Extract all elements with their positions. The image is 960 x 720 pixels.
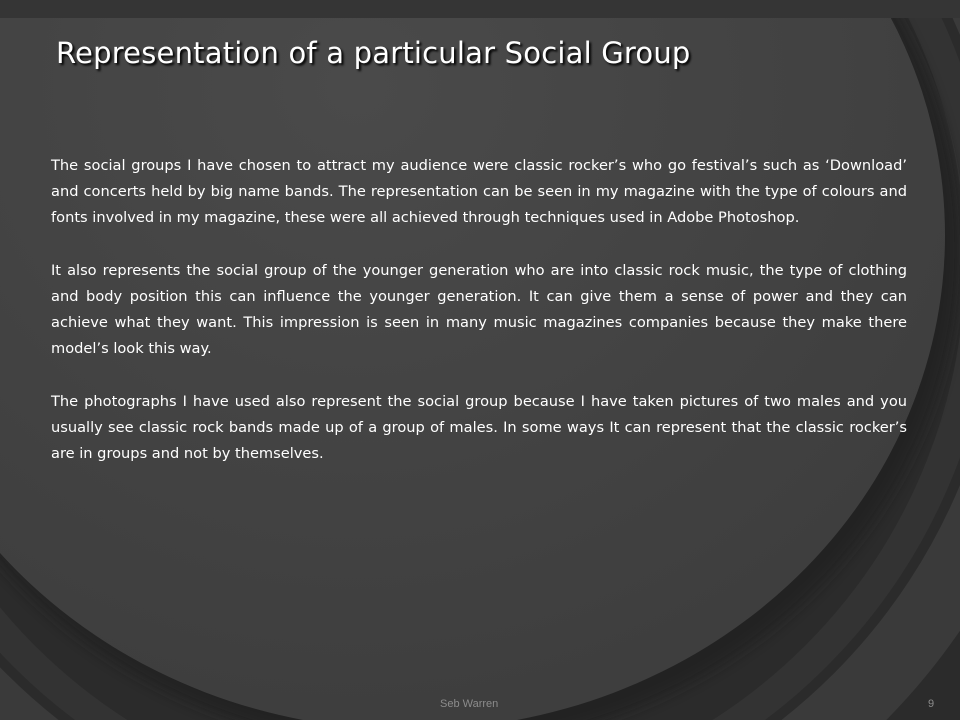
paragraph: It also represents the social group of the younger generation who are into classic rock music, the type of clothing and body position this can influence the younger generation. It can give them a sense of power and they can achieve what they want. This impression is seen in many music magazines companies because they make there model’s look this way. bbox=[51, 261, 907, 358]
page-number: 9 bbox=[928, 698, 935, 710]
slide-title: Representation of a particular Social Group bbox=[56, 36, 691, 70]
body-text bbox=[51, 153, 907, 467]
paragraph: The social groups I have chosen to attract my audience were classic rocker’s who go festival’s such as ‘Download’ and concerts held by big name bands. The representation can be seen in my magazine with the type of colours and fonts involved in my magazine, these were all achieved through techniques used in Adobe Photoshop. bbox=[51, 157, 907, 227]
top-band bbox=[0, 0, 960, 18]
paragraph: The photographs I have used also represent the social group because I have taken pictures of two males and you usually see classic rock bands made up of a group of males. In some ways It can represent that the classic rocker’s are in groups and not by themselves. bbox=[51, 392, 907, 463]
footer-author: Seb Warren bbox=[440, 698, 499, 710]
